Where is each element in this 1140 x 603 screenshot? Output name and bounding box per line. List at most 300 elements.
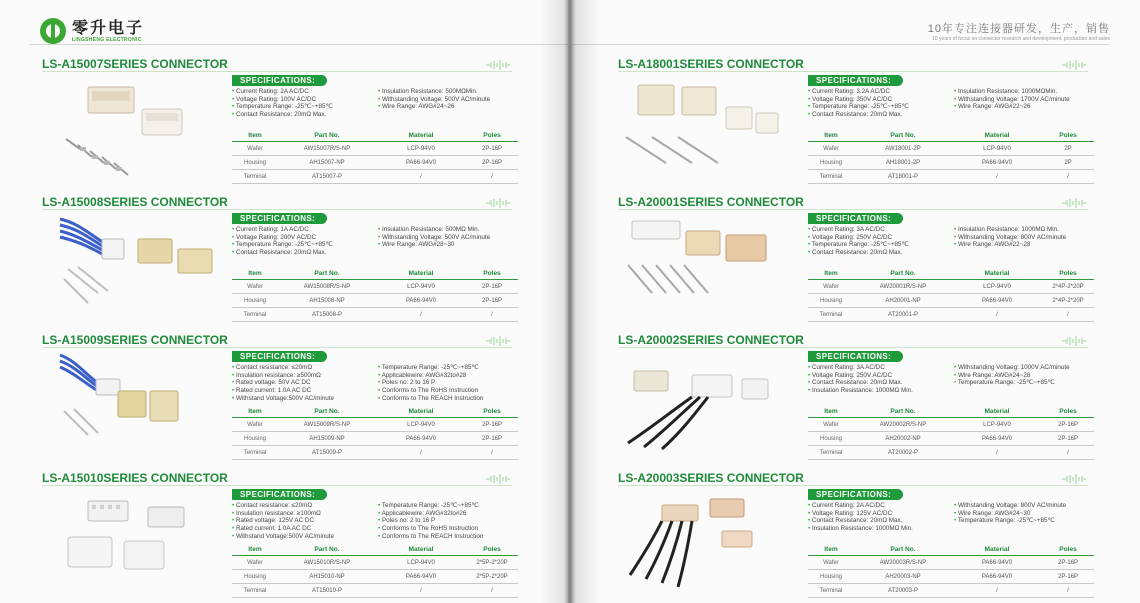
- parts-table: [808, 544, 1094, 598]
- title-rule: [618, 347, 1088, 348]
- cell-poles: 2P-16P: [466, 418, 518, 432]
- cell-item: Wafer: [808, 556, 854, 570]
- parts-table: [232, 268, 518, 322]
- spec-column-1: [808, 226, 909, 257]
- table-row: [232, 156, 518, 170]
- spec-column-2: [954, 364, 1070, 387]
- product-image: [58, 213, 228, 313]
- col-header-item: Item: [808, 130, 854, 142]
- cell-material: LCP-94V0: [376, 142, 466, 156]
- product-image: [622, 213, 792, 313]
- table-row: [808, 418, 1094, 432]
- table-row: [808, 570, 1094, 584]
- cell-material: LCP-94V0: [952, 142, 1042, 156]
- spec-item: • Conforms to The REACH Instruction: [378, 395, 483, 403]
- cell-poles: /: [466, 584, 518, 598]
- cell-part: AW20001R/S-NP: [854, 280, 952, 294]
- spec-column-1: [232, 226, 333, 257]
- cell-item: Housing: [232, 156, 278, 170]
- col-header-part: Part No.: [854, 130, 952, 142]
- spec-item: • Current Rating: 2A AC/DC: [232, 88, 333, 96]
- cell-material: LCP-94V0: [952, 280, 1042, 294]
- cell-material: PA66-94V0: [952, 556, 1042, 570]
- cell-part: AW15008R/S-NP: [278, 280, 376, 294]
- cell-part: AH15010-NP: [278, 570, 376, 584]
- series-title: LS-A15010SERIES CONNECTOR: [42, 471, 228, 485]
- table-row: [808, 446, 1094, 460]
- cell-item: Terminal: [232, 308, 278, 322]
- table-row: [808, 280, 1094, 294]
- specifications-badge: SPECIFICATIONS:: [232, 351, 327, 362]
- table-row: [232, 418, 518, 432]
- cell-part: AW15007R/S-NP: [278, 142, 376, 156]
- specifications-badge: SPECIFICATIONS:: [232, 489, 327, 500]
- cell-material: /: [376, 308, 466, 322]
- col-header-poles: Poles: [466, 268, 518, 280]
- spec-item: • Current Rating: 3A AC/DC: [808, 364, 913, 372]
- spec-item: • Current Rating: 3.2A AC/DC: [808, 88, 909, 96]
- cell-part: AT15007-P: [278, 170, 376, 184]
- cell-item: Housing: [808, 570, 854, 584]
- spec-item: • Voltage Rating: 350V AC/DC: [808, 96, 909, 104]
- cell-material: LCP-94V0: [376, 418, 466, 432]
- cell-item: Wafer: [232, 142, 278, 156]
- cell-material: PA66-94V0: [952, 570, 1042, 584]
- spec-item: • Contact Resistance: 20mΩ Max.: [808, 111, 909, 119]
- spec-item: • Current Rating: 2A AC/DC: [808, 502, 913, 510]
- spec-item: • Contact Resistance: 20mΩ Max.: [808, 379, 913, 387]
- table-row: [232, 308, 518, 322]
- series-title: LS-A20002SERIES CONNECTOR: [618, 333, 804, 347]
- col-header-material: Material: [376, 406, 466, 418]
- col-header-part: Part No.: [278, 268, 376, 280]
- spec-item: • Wire Range: AWG#22~26: [954, 103, 1070, 111]
- slogan-english: 10 years of focus on connector research and development, production and sales: [932, 36, 1110, 42]
- spec-item: • Insulation Resistance: 1000MΩ Min.: [954, 226, 1066, 234]
- spec-item: • Rated voltage: 50V AC DC: [232, 379, 334, 387]
- cell-poles: 2P-16P: [1042, 556, 1094, 570]
- cell-poles: /: [1042, 584, 1094, 598]
- cell-poles: /: [1042, 446, 1094, 460]
- spec-item: • Insulation Resistance: 500MΩMin.: [378, 88, 490, 96]
- cell-material: PA66-94V0: [952, 156, 1042, 170]
- spec-column-2: [378, 502, 483, 541]
- cell-poles: 2P-16P: [466, 142, 518, 156]
- cell-part: AW18001-2P: [854, 142, 952, 156]
- col-header-poles: Poles: [466, 406, 518, 418]
- spec-item: • Contact Resistance: 20mΩ Max.: [232, 111, 333, 119]
- spec-column-1: [808, 364, 913, 395]
- cell-material: PA66-94V0: [376, 570, 466, 584]
- col-header-poles: Poles: [1042, 406, 1094, 418]
- spec-column-2: [954, 88, 1070, 111]
- title-rule: [42, 209, 512, 210]
- cell-poles: 2P-16P: [1042, 432, 1094, 446]
- cell-part: AH18001-2P: [854, 156, 952, 170]
- col-header-part: Part No.: [854, 544, 952, 556]
- cell-item: Housing: [808, 432, 854, 446]
- cell-item: Terminal: [808, 308, 854, 322]
- spec-item: • Wire Range: AWG#24~26: [378, 103, 490, 111]
- spec-column-1: [232, 88, 333, 119]
- spec-column-1: [232, 502, 334, 541]
- wave-ornament-icon: [1062, 474, 1086, 484]
- table-row: [232, 584, 518, 598]
- specifications-badge: SPECIFICATIONS:: [232, 213, 327, 224]
- spec-item: • Poles no: 2 to 16 P: [378, 379, 483, 387]
- col-header-material: Material: [952, 406, 1042, 418]
- title-rule: [618, 209, 1088, 210]
- spec-item: • Conforms to The REACH Instruction: [378, 533, 483, 541]
- parts-table: [808, 406, 1094, 460]
- table-row: [232, 142, 518, 156]
- spec-column-2: [954, 226, 1066, 249]
- col-header-item: Item: [808, 406, 854, 418]
- table-row: [232, 570, 518, 584]
- spec-item: • Insulation resistance: ≥500mΩ: [232, 372, 334, 380]
- spec-item: • Temperature Range: -25℃~+85℃: [378, 502, 483, 510]
- series-section: [572, 333, 1140, 471]
- cell-material: LCP-94V0: [376, 556, 466, 570]
- cell-item: Terminal: [808, 584, 854, 598]
- series-section: [572, 471, 1140, 603]
- cell-poles: 2*5P-2*20P: [466, 570, 518, 584]
- cell-part: AW20003R/S-NP: [854, 556, 952, 570]
- spec-column-1: [232, 364, 334, 403]
- wave-ornament-icon: [1062, 198, 1086, 208]
- table-row: [808, 584, 1094, 598]
- spec-item: • Temperature Range: -25℃~+85℃: [954, 379, 1070, 387]
- cell-poles: /: [466, 308, 518, 322]
- parts-table: [808, 268, 1094, 322]
- series-section: [0, 57, 568, 195]
- slogan-chinese: 10年专注连接器研发，生产，销售: [927, 23, 1110, 35]
- cell-material: /: [952, 170, 1042, 184]
- spec-item: • Wire Range: AWG#28~30: [378, 241, 490, 249]
- col-header-poles: Poles: [1042, 130, 1094, 142]
- spec-item: • Conforms to The RoHS Instruction: [378, 525, 483, 533]
- spec-item: • Voltage Rating: 250V AC/DC: [808, 372, 913, 380]
- wave-ornament-icon: [486, 474, 510, 484]
- cell-poles: 2P-16P: [466, 280, 518, 294]
- spec-item: • Contact resistance: ≤20mΩ: [232, 364, 334, 372]
- parts-table: [232, 130, 518, 184]
- cell-material: PA66-94V0: [376, 156, 466, 170]
- spec-item: • Insulation Resistance: 1000MΩ Min.: [808, 525, 913, 533]
- spec-item: • Applicablewire: AWG#32to#28: [378, 372, 483, 380]
- table-header-row: [808, 544, 1094, 556]
- series-section: [572, 57, 1140, 195]
- cell-part: AT20003-P: [854, 584, 952, 598]
- company-logo: [40, 18, 144, 44]
- cell-item: Housing: [808, 294, 854, 308]
- col-header-material: Material: [376, 544, 466, 556]
- spec-column-1: [808, 502, 913, 533]
- col-header-material: Material: [376, 130, 466, 142]
- spec-item: • Withstand Voltage:500V AC/minute: [232, 533, 334, 541]
- table-row: [808, 432, 1094, 446]
- header-slogan: [928, 20, 1110, 42]
- spec-item: • Contact Resistance: 20mΩ Max.: [808, 517, 913, 525]
- cell-material: /: [952, 446, 1042, 460]
- header-rule: [30, 44, 568, 45]
- spec-item: • Voltage Rating: 200V AC/DC: [232, 234, 333, 242]
- col-header-item: Item: [232, 268, 278, 280]
- cell-part: AH20002-NP: [854, 432, 952, 446]
- spec-item: • Applicablewire: AWG#32to#26: [378, 510, 483, 518]
- spec-column-2: [954, 502, 1066, 525]
- cell-part: AT20001-P: [854, 308, 952, 322]
- spec-item: • Insulation Resistance: 1000MΩ Min.: [808, 387, 913, 395]
- series-section: [0, 471, 568, 603]
- col-header-poles: Poles: [466, 130, 518, 142]
- spec-item: • Poles no: 2 to 16 P: [378, 517, 483, 525]
- cell-poles: 2P: [1042, 142, 1094, 156]
- col-header-part: Part No.: [278, 130, 376, 142]
- spec-item: • Withstanding Voltage: 800V AC/minute: [954, 502, 1066, 510]
- spec-item: • Insulation Resistance: 1000MΩMin.: [954, 88, 1070, 96]
- spec-column-1: [808, 88, 909, 119]
- cell-item: Housing: [232, 432, 278, 446]
- cell-item: Housing: [232, 294, 278, 308]
- cell-poles: 2*5P-2*20P: [466, 556, 518, 570]
- spec-item: • Current Rating: 3A AC/DC: [808, 226, 909, 234]
- spec-item: • Wire Range: AWG#22~28: [954, 241, 1066, 249]
- cell-material: PA66-94V0: [952, 294, 1042, 308]
- spec-item: • Withstanding Voltage: 500V AC/minute: [378, 234, 490, 242]
- right-page: [572, 0, 1140, 603]
- cell-material: LCP-94V0: [376, 280, 466, 294]
- cell-poles: 2P-16P: [466, 432, 518, 446]
- cell-material: PA66-94V0: [376, 432, 466, 446]
- spec-item: • Wire Range: AWG#24~30: [954, 510, 1066, 518]
- specifications-badge: SPECIFICATIONS:: [808, 213, 903, 224]
- series-title: LS-A15007SERIES CONNECTOR: [42, 57, 228, 71]
- title-rule: [42, 71, 512, 72]
- cell-part: AT15008-P: [278, 308, 376, 322]
- wave-ornament-icon: [1062, 60, 1086, 70]
- spec-column-2: [378, 226, 490, 249]
- parts-table: [232, 544, 518, 598]
- spec-item: • Voltage Rating: 250V AC/DC: [808, 234, 909, 242]
- spec-item: • Rated current: 1.0A AC DC: [232, 525, 334, 533]
- cell-item: Terminal: [232, 170, 278, 184]
- product-image: [622, 491, 792, 591]
- col-header-item: Item: [232, 130, 278, 142]
- cell-material: LCP-94V0: [952, 418, 1042, 432]
- col-header-part: Part No.: [854, 268, 952, 280]
- spec-item: • Temperature Range: -25℃~+85℃: [954, 517, 1066, 525]
- spec-item: • Withstanding Voltaeg: 1000V AC/minute: [954, 364, 1070, 372]
- cell-part: AW20002R/S-NP: [854, 418, 952, 432]
- cell-part: AT20002-P: [854, 446, 952, 460]
- col-header-item: Item: [808, 268, 854, 280]
- spec-item: • Voltage Rating: 125V AC/DC: [808, 510, 913, 518]
- title-rule: [618, 485, 1088, 486]
- cell-item: Terminal: [808, 170, 854, 184]
- cell-poles: 2P-16P: [466, 156, 518, 170]
- spec-item: • Withstanding Voltage: 1700V AC/minute: [954, 96, 1070, 104]
- wave-ornament-icon: [486, 198, 510, 208]
- cell-part: AT15009-P: [278, 446, 376, 460]
- cell-item: Wafer: [808, 418, 854, 432]
- cell-poles: 2P: [1042, 156, 1094, 170]
- series-title: LS-A20003SERIES CONNECTOR: [618, 471, 804, 485]
- spec-item: • Contact Resistance: 20mΩ Max.: [808, 249, 909, 257]
- table-row: [232, 432, 518, 446]
- cell-poles: /: [1042, 170, 1094, 184]
- spec-item: • Temperature Range: -25℃~+85℃: [808, 103, 909, 111]
- cell-poles: 2*4P-2*20P: [1042, 294, 1094, 308]
- cell-poles: 2*4P-2*20P: [1042, 280, 1094, 294]
- spec-item: • Contact Resistance: 20mΩ Max.: [232, 249, 333, 257]
- col-header-item: Item: [808, 544, 854, 556]
- series-section: [0, 195, 568, 333]
- cell-part: AT15010-P: [278, 584, 376, 598]
- spec-item: • Withstanding Voltage: 500V AC/minute: [378, 96, 490, 104]
- table-row: [808, 294, 1094, 308]
- spec-item: • Rated current: 1.0A AC DC: [232, 387, 334, 395]
- cell-poles: 2P-16P: [466, 294, 518, 308]
- table-header-row: [808, 268, 1094, 280]
- series-title: LS-A15008SERIES CONNECTOR: [42, 195, 228, 209]
- spec-item: • Temperature Range: -25℃~+85℃: [378, 364, 483, 372]
- title-rule: [42, 347, 512, 348]
- specifications-badge: SPECIFICATIONS:: [808, 75, 903, 86]
- col-header-material: Material: [952, 268, 1042, 280]
- table-row: [808, 308, 1094, 322]
- table-header-row: [808, 130, 1094, 142]
- cell-poles: /: [1042, 308, 1094, 322]
- table-row: [232, 556, 518, 570]
- title-rule: [618, 71, 1088, 72]
- cell-item: Terminal: [232, 584, 278, 598]
- product-image: [622, 77, 792, 177]
- cell-material: /: [952, 584, 1042, 598]
- cell-part: AH15007-NP: [278, 156, 376, 170]
- spec-item: • Contact resistance: ≤20mΩ: [232, 502, 334, 510]
- series-title: LS-A18001SERIES CONNECTOR: [618, 57, 804, 71]
- series-title: LS-A15009SERIES CONNECTOR: [42, 333, 228, 347]
- cell-part: AH15008-NP: [278, 294, 376, 308]
- logo-chinese-name: 零升电子: [72, 19, 145, 37]
- parts-table: [232, 406, 518, 460]
- spec-item: • Rated voltage: 125V AC DC: [232, 517, 334, 525]
- cell-item: Wafer: [232, 556, 278, 570]
- col-header-poles: Poles: [1042, 544, 1094, 556]
- table-row: [232, 170, 518, 184]
- specifications-badge: SPECIFICATIONS:: [232, 75, 327, 86]
- cell-item: Wafer: [232, 280, 278, 294]
- cell-material: /: [952, 308, 1042, 322]
- spec-item: • Conforms to The RoHS Instruction: [378, 387, 483, 395]
- col-header-item: Item: [232, 544, 278, 556]
- table-header-row: [232, 130, 518, 142]
- series-title: LS-A20001SERIES CONNECTOR: [618, 195, 804, 209]
- spec-item: • Withstand Voltage:500V AC/minute: [232, 395, 334, 403]
- cell-material: /: [376, 170, 466, 184]
- cell-item: Terminal: [808, 446, 854, 460]
- cell-material: /: [376, 584, 466, 598]
- cell-item: Wafer: [232, 418, 278, 432]
- table-header-row: [808, 406, 1094, 418]
- cell-part: AT18001-P: [854, 170, 952, 184]
- spec-item: • Current Rating: 1A AC/DC: [232, 226, 333, 234]
- product-image: [622, 351, 792, 451]
- col-header-part: Part No.: [278, 406, 376, 418]
- table-header-row: [232, 268, 518, 280]
- product-image: [58, 351, 228, 451]
- table-row: [808, 156, 1094, 170]
- col-header-item: Item: [232, 406, 278, 418]
- parts-table: [808, 130, 1094, 184]
- cell-material: PA66-94V0: [952, 432, 1042, 446]
- col-header-part: Part No.: [854, 406, 952, 418]
- product-image: [58, 491, 228, 591]
- col-header-poles: Poles: [466, 544, 518, 556]
- series-section: [0, 333, 568, 471]
- cell-poles: 2P-16P: [1042, 418, 1094, 432]
- cell-item: Wafer: [808, 142, 854, 156]
- page-gutter-shadow: [540, 0, 600, 603]
- cell-part: AW15010R/S-NP: [278, 556, 376, 570]
- table-row: [808, 556, 1094, 570]
- series-section: [572, 195, 1140, 333]
- cell-poles: /: [466, 170, 518, 184]
- logo-icon: [40, 18, 66, 44]
- cell-poles: /: [466, 446, 518, 460]
- table-header-row: [232, 406, 518, 418]
- table-row: [232, 446, 518, 460]
- cell-part: AW15009R/S-NP: [278, 418, 376, 432]
- cell-material: /: [376, 446, 466, 460]
- spec-item: • Insulation resistance: ≥100mΩ: [232, 510, 334, 518]
- product-image: [58, 79, 228, 179]
- col-header-material: Material: [952, 130, 1042, 142]
- table-header-row: [232, 544, 518, 556]
- table-row: [232, 294, 518, 308]
- spec-item: • Temperature Range: -25℃~+85℃: [232, 241, 333, 249]
- spec-item: • Wire Range: AWG#24~28: [954, 372, 1070, 380]
- table-row: [232, 280, 518, 294]
- cell-item: Housing: [232, 570, 278, 584]
- col-header-material: Material: [376, 268, 466, 280]
- cell-poles: 2P-16P: [1042, 570, 1094, 584]
- title-rule: [42, 485, 512, 486]
- col-header-material: Material: [952, 544, 1042, 556]
- spec-item: • Withstanding Voltage: 800V AC/minute: [954, 234, 1066, 242]
- cell-item: Housing: [808, 156, 854, 170]
- left-page: [0, 0, 568, 603]
- cell-item: Wafer: [808, 280, 854, 294]
- cell-part: AH20003-NP: [854, 570, 952, 584]
- spec-item: • Insulation Resistance: 500MΩ Min.: [378, 226, 490, 234]
- col-header-poles: Poles: [1042, 268, 1094, 280]
- cell-part: AH15009-NP: [278, 432, 376, 446]
- header-rule: [572, 44, 1110, 45]
- wave-ornament-icon: [486, 336, 510, 346]
- specifications-badge: SPECIFICATIONS:: [808, 351, 903, 362]
- table-row: [808, 170, 1094, 184]
- specifications-badge: SPECIFICATIONS:: [808, 489, 903, 500]
- spec-column-2: [378, 88, 490, 111]
- cell-material: PA66-94V0: [376, 294, 466, 308]
- spec-item: • Temperature Range: -25℃~+85℃: [808, 241, 909, 249]
- spec-item: • Temperature Range: -25℃~+85℃: [232, 103, 333, 111]
- table-row: [808, 142, 1094, 156]
- spec-item: • Voltage Rating: 100V AC/DC: [232, 96, 333, 104]
- logo-english-name: LINGSHENG ELECTRONIC: [72, 36, 142, 43]
